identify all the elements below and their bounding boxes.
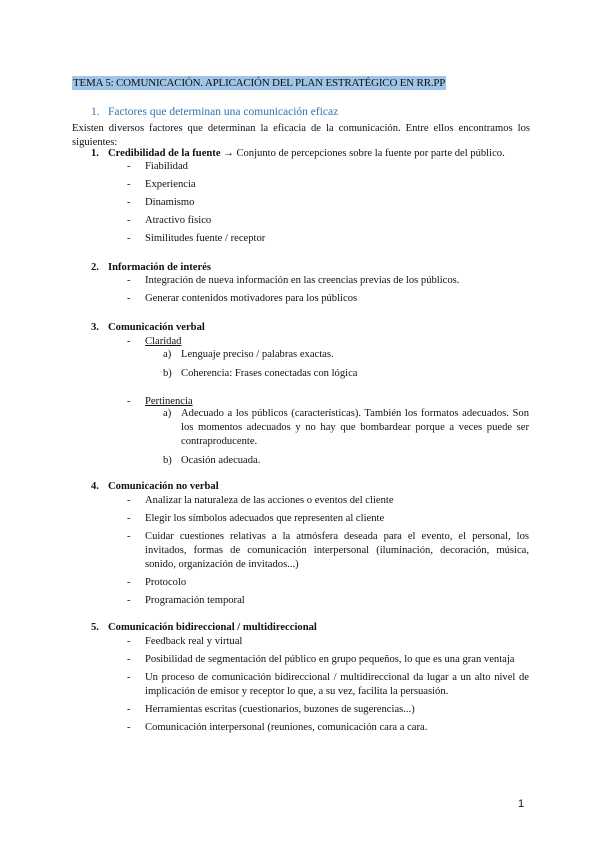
item-text: Coherencia: Frases conectadas con lógica <box>181 368 358 379</box>
arrow-symbol: → <box>223 148 234 159</box>
list-item: - Cuidar cuestiones relativas a la atmósfera deseada para el evento, el personal, los invitados, formas de comunicación interpersonal (iluminación, decoración, música, sonido, organización de invitados...) <box>127 530 529 572</box>
item-text: Lenguaje preciso / palabras exactas. <box>181 349 334 360</box>
item-text: Adecuado a los públicos (características). También los formatos adecuados. Son los momentos adecuados y no hay que bombardear porque a veces puede ser contraproducente. <box>181 408 529 447</box>
document-title: TEMA 5: COMUNICACIÓN. APLICACIÓN DEL PLAN ESTRATÉGICO EN RR.PP <box>73 77 446 89</box>
list-item: - Feedback real y virtual <box>127 635 529 649</box>
page-number: 1 <box>518 798 525 810</box>
section-1-heading <box>91 147 531 161</box>
section-title: Comunicación bidireccional / multidireccional <box>108 622 317 633</box>
section-5-heading <box>91 621 531 635</box>
subheading-pertinencia: - Pertinencia <box>127 395 529 409</box>
section-number: 3. <box>91 322 99 333</box>
subheading-claridad: - Claridad <box>127 335 529 349</box>
section-number: 2. <box>91 262 99 273</box>
section-3-heading <box>91 321 531 335</box>
item-marker: b) <box>163 455 172 466</box>
list-item: - Elegir los símbolos adecuados que representen al cliente <box>127 512 529 526</box>
section-number: 4. <box>91 481 99 492</box>
section-5-list <box>127 635 529 739</box>
section-4-list <box>127 494 529 612</box>
heading-text: Factores que determinan una comunicación eficaz <box>108 106 339 118</box>
list-item <box>163 367 529 381</box>
item-marker: a) <box>163 349 172 360</box>
section-description: Conjunto de percepciones sobre la fuente por parte del público. <box>236 148 505 159</box>
section-2-list <box>127 274 529 310</box>
section-number: 1. <box>91 148 99 159</box>
section-title: Información de interés <box>108 262 211 273</box>
list-item: - Fiabilidad <box>127 160 529 174</box>
list-item: - Generar contenidos motivadores para los públicos <box>127 292 529 306</box>
section-number: 5. <box>91 622 99 633</box>
list-item: - Posibilidad de segmentación del público en grupo pequeños, lo que es una gran ventaja <box>127 653 529 667</box>
heading-number: 1. <box>91 106 100 118</box>
list-item <box>163 348 529 362</box>
section-1-list <box>127 160 529 250</box>
section-title: Comunicación verbal <box>108 322 205 333</box>
item-text: Ocasión adecuada. <box>181 455 261 466</box>
section-4-heading <box>91 480 531 494</box>
list-item: - Herramientas escritas (cuestionarios, buzones de sugerencias...) <box>127 703 529 717</box>
list-item: - Similitudes fuente / receptor <box>127 232 529 246</box>
intro-paragraph: Existen diversos factores que determinan la eficacia de la comunicación. Entre ellos encontramos los siguientes: <box>72 123 530 148</box>
list-item <box>163 454 529 468</box>
list-item: - Atractivo físico <box>127 214 529 228</box>
item-marker: b) <box>163 368 172 379</box>
list-item: - Experiencia <box>127 178 529 192</box>
claridad-sublist <box>163 348 529 386</box>
list-item <box>163 407 529 449</box>
list-item: - Programación temporal <box>127 594 529 608</box>
list-item: - Integración de nueva información en las creencias previas de los públicos. <box>127 274 529 288</box>
section-title: Credibilidad de la fuente <box>108 148 221 159</box>
item-marker: a) <box>163 408 172 419</box>
list-item: - Un proceso de comunicación bidireccional / multidireccional da lugar a un alto nivel de implicación de emisor y receptor lo que, a su vez, facilita la persuasión. <box>127 671 529 699</box>
list-item: - Analizar la naturaleza de las acciones o eventos del cliente <box>127 494 529 508</box>
list-item: - Protocolo <box>127 576 529 590</box>
section-2-heading <box>91 261 531 275</box>
section-heading <box>91 105 338 119</box>
pertinencia-sublist <box>163 407 529 473</box>
section-title: Comunicación no verbal <box>108 481 219 492</box>
list-item: - Dinamismo <box>127 196 529 210</box>
list-item: - Comunicación interpersonal (reuniones, comunicación cara a cara. <box>127 721 529 735</box>
